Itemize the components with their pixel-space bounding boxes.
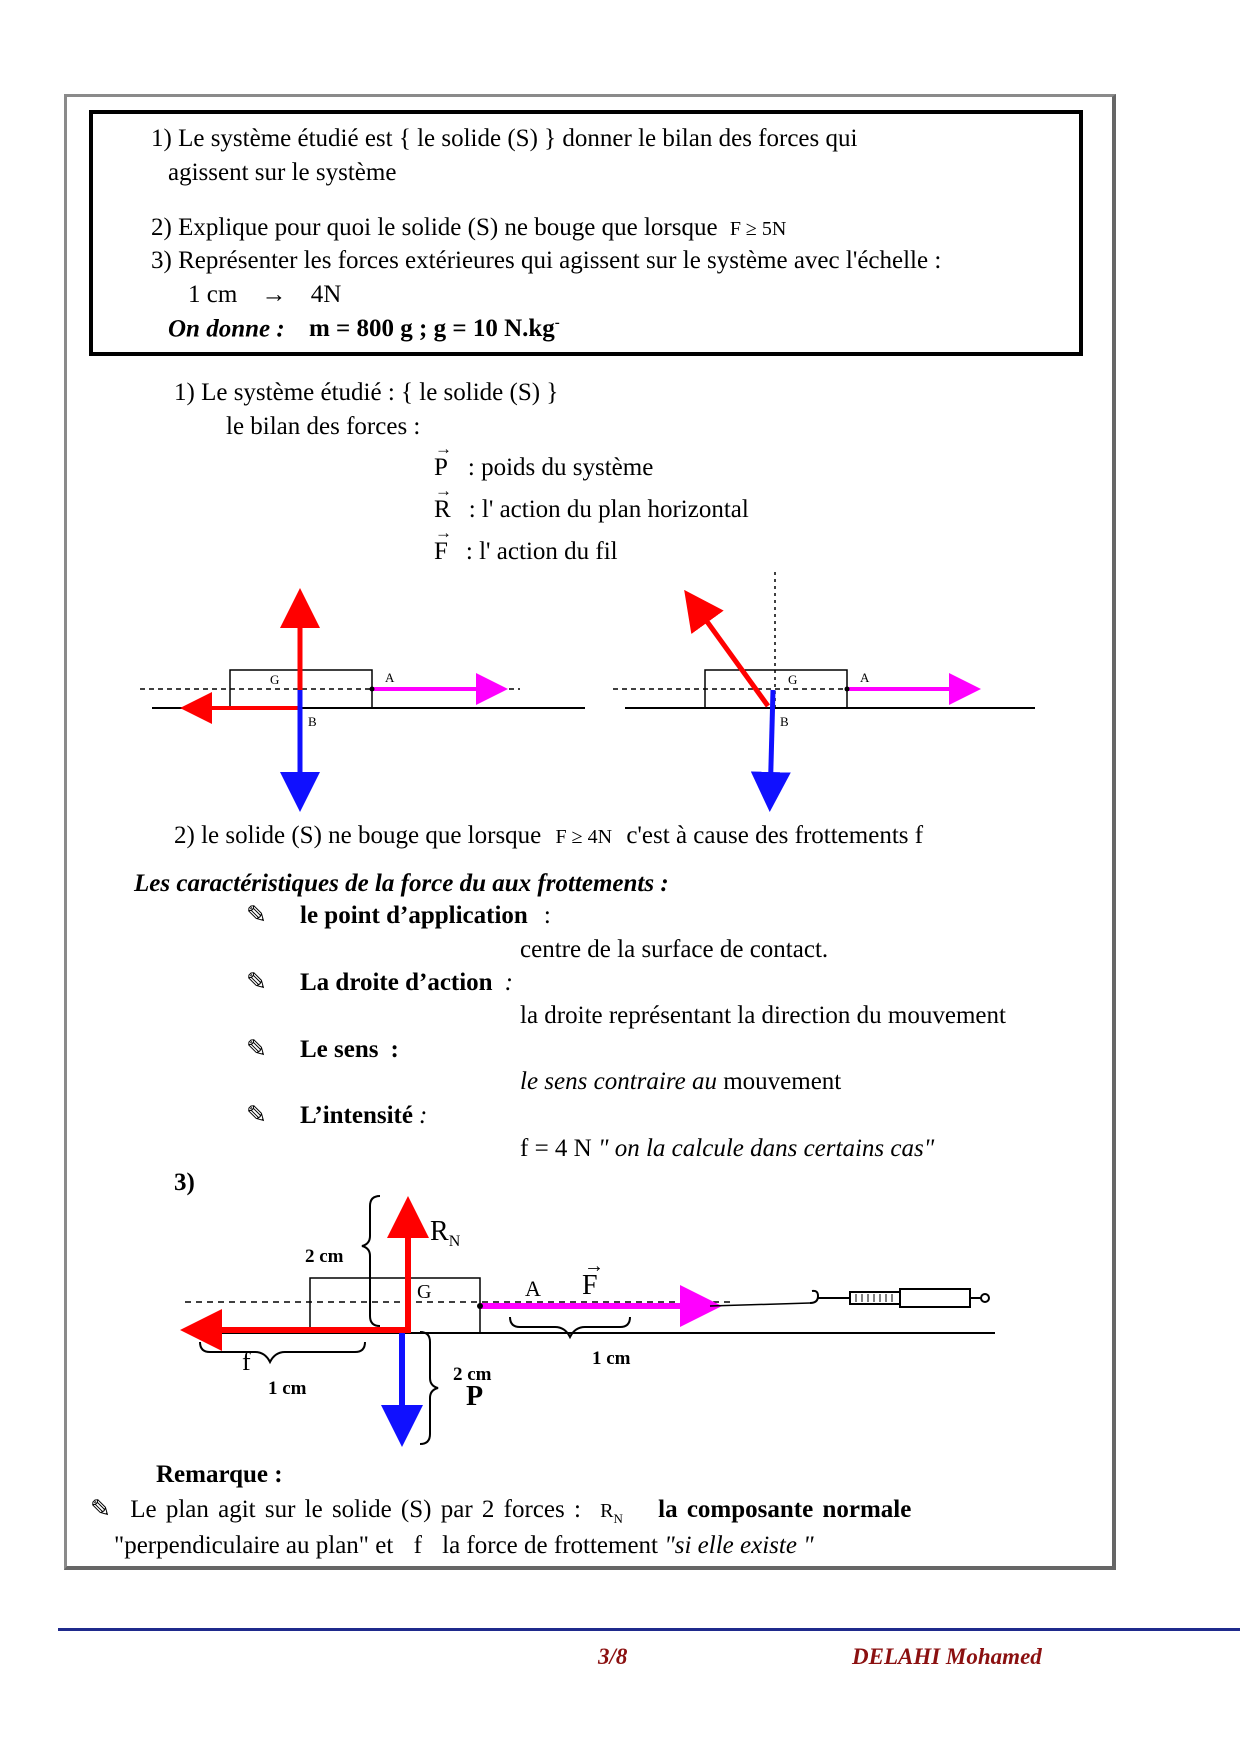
answer-3-label: 3) xyxy=(174,1169,195,1196)
force-diagram-1 xyxy=(130,580,600,820)
question-1-line-2: agissent sur le système xyxy=(168,159,397,186)
label-B-2: B xyxy=(780,714,789,729)
question-2: 2) Explique pour quoi le solide (S) ne bouge que lorsque F ≥ 5N xyxy=(151,214,787,241)
brace-2cm-top xyxy=(362,1196,380,1326)
force-R: → R : l' action du plan horizontal xyxy=(434,497,749,522)
scale: 1 cm → 4N xyxy=(188,281,342,308)
label-1cm-right: 1 cm xyxy=(592,1348,631,1369)
brace-1cm-left xyxy=(200,1342,365,1362)
force-diagram-2 xyxy=(605,570,1045,820)
brace-2cm-bottom xyxy=(420,1332,438,1444)
weight-arrow-2 xyxy=(770,690,773,802)
label-2cm-bottom: 2 cm xyxy=(453,1364,492,1385)
answer-1-line-2: le bilan des forces : xyxy=(226,413,421,440)
answer-1-line-1: 1) Le système étudié : { le solide (S) } xyxy=(174,379,559,406)
inclined-reaction-arrow xyxy=(690,598,768,706)
item-point-application: le point d’application : xyxy=(300,902,551,929)
remarque-line-1: ✎ Le plan agit sur le solide (S) par 2 forces : $R_N$ la composante normale xyxy=(90,1496,912,1526)
label-A-2: A xyxy=(860,670,870,685)
characteristics-title: Les caractéristiques de la force du aux frottements : xyxy=(134,870,669,897)
bullet-icon: ✎ xyxy=(246,902,267,929)
force-F: → F : l' action du fil xyxy=(434,539,618,564)
label-F-vector: F xyxy=(582,1270,598,1301)
hook-icon xyxy=(810,1291,818,1303)
label-P: P xyxy=(466,1381,484,1412)
scaled-force-diagram xyxy=(170,1190,1010,1450)
item-intensite-value: f = 4 N " on la calcule dans certains cas" xyxy=(520,1135,935,1162)
label-f: f xyxy=(242,1347,251,1376)
dynamometer-body xyxy=(900,1289,970,1307)
dynamometer-ring-icon xyxy=(981,1294,989,1302)
string xyxy=(710,1303,810,1306)
question-3-line-1: 3) Représenter les forces extérieures qui agissent sur le système avec l'échelle : xyxy=(151,247,942,274)
remarque-title: Remarque : xyxy=(156,1461,283,1488)
bullet-icon: ✎ xyxy=(90,1496,111,1523)
solid-block-3 xyxy=(310,1278,480,1333)
svg-text:→: → xyxy=(584,1255,604,1277)
label-2cm-top: 2 cm xyxy=(305,1246,344,1267)
item-droite-action: La droite d’action : xyxy=(300,969,513,996)
page-number: 3/8 xyxy=(598,1644,628,1669)
remarque-line-2: "perpendiculaire au plan" et f la force de frottement "si elle existe " xyxy=(114,1532,814,1559)
item-sens: Le sens : xyxy=(300,1036,399,1063)
bullet-icon: ✎ xyxy=(246,969,267,996)
label-A: A xyxy=(385,670,395,685)
item-intensite: L’intensité : xyxy=(300,1102,428,1129)
given-data: On donne : m = 800 g ; g = 10 N.kg- xyxy=(168,315,560,343)
label-A-3: A xyxy=(525,1276,541,1301)
label-G: G xyxy=(270,672,280,687)
question-1-line-1: 1) Le système étudié est { le solide (S) } donner le bilan des forces qui xyxy=(151,125,858,152)
label-G-3: G xyxy=(417,1281,432,1303)
answer-2: 2) le solide (S) ne bouge que lorsque F ≥ 4N c'est à cause des frottements f xyxy=(174,822,924,849)
label-1cm-left: 1 cm xyxy=(268,1378,307,1399)
bullet-icon: ✎ xyxy=(246,1102,267,1129)
label-B: B xyxy=(308,714,317,729)
label-G-2: G xyxy=(788,672,798,687)
label-RN: $R_N$ xyxy=(430,1216,461,1250)
footer-divider xyxy=(58,1628,1240,1631)
bullet-icon: ✎ xyxy=(246,1036,267,1063)
item-point-application-value: centre de la surface de contact. xyxy=(520,936,829,963)
force-P: → P : poids du système xyxy=(434,455,653,480)
item-sens-value: le sens contraire au mouvement xyxy=(520,1068,842,1095)
item-droite-action-value: la droite représentant la direction du mouvement xyxy=(520,1002,1006,1029)
author: DELAHI Mohamed xyxy=(852,1644,1042,1669)
question-2-formula: F ≥ 5N xyxy=(729,218,787,240)
